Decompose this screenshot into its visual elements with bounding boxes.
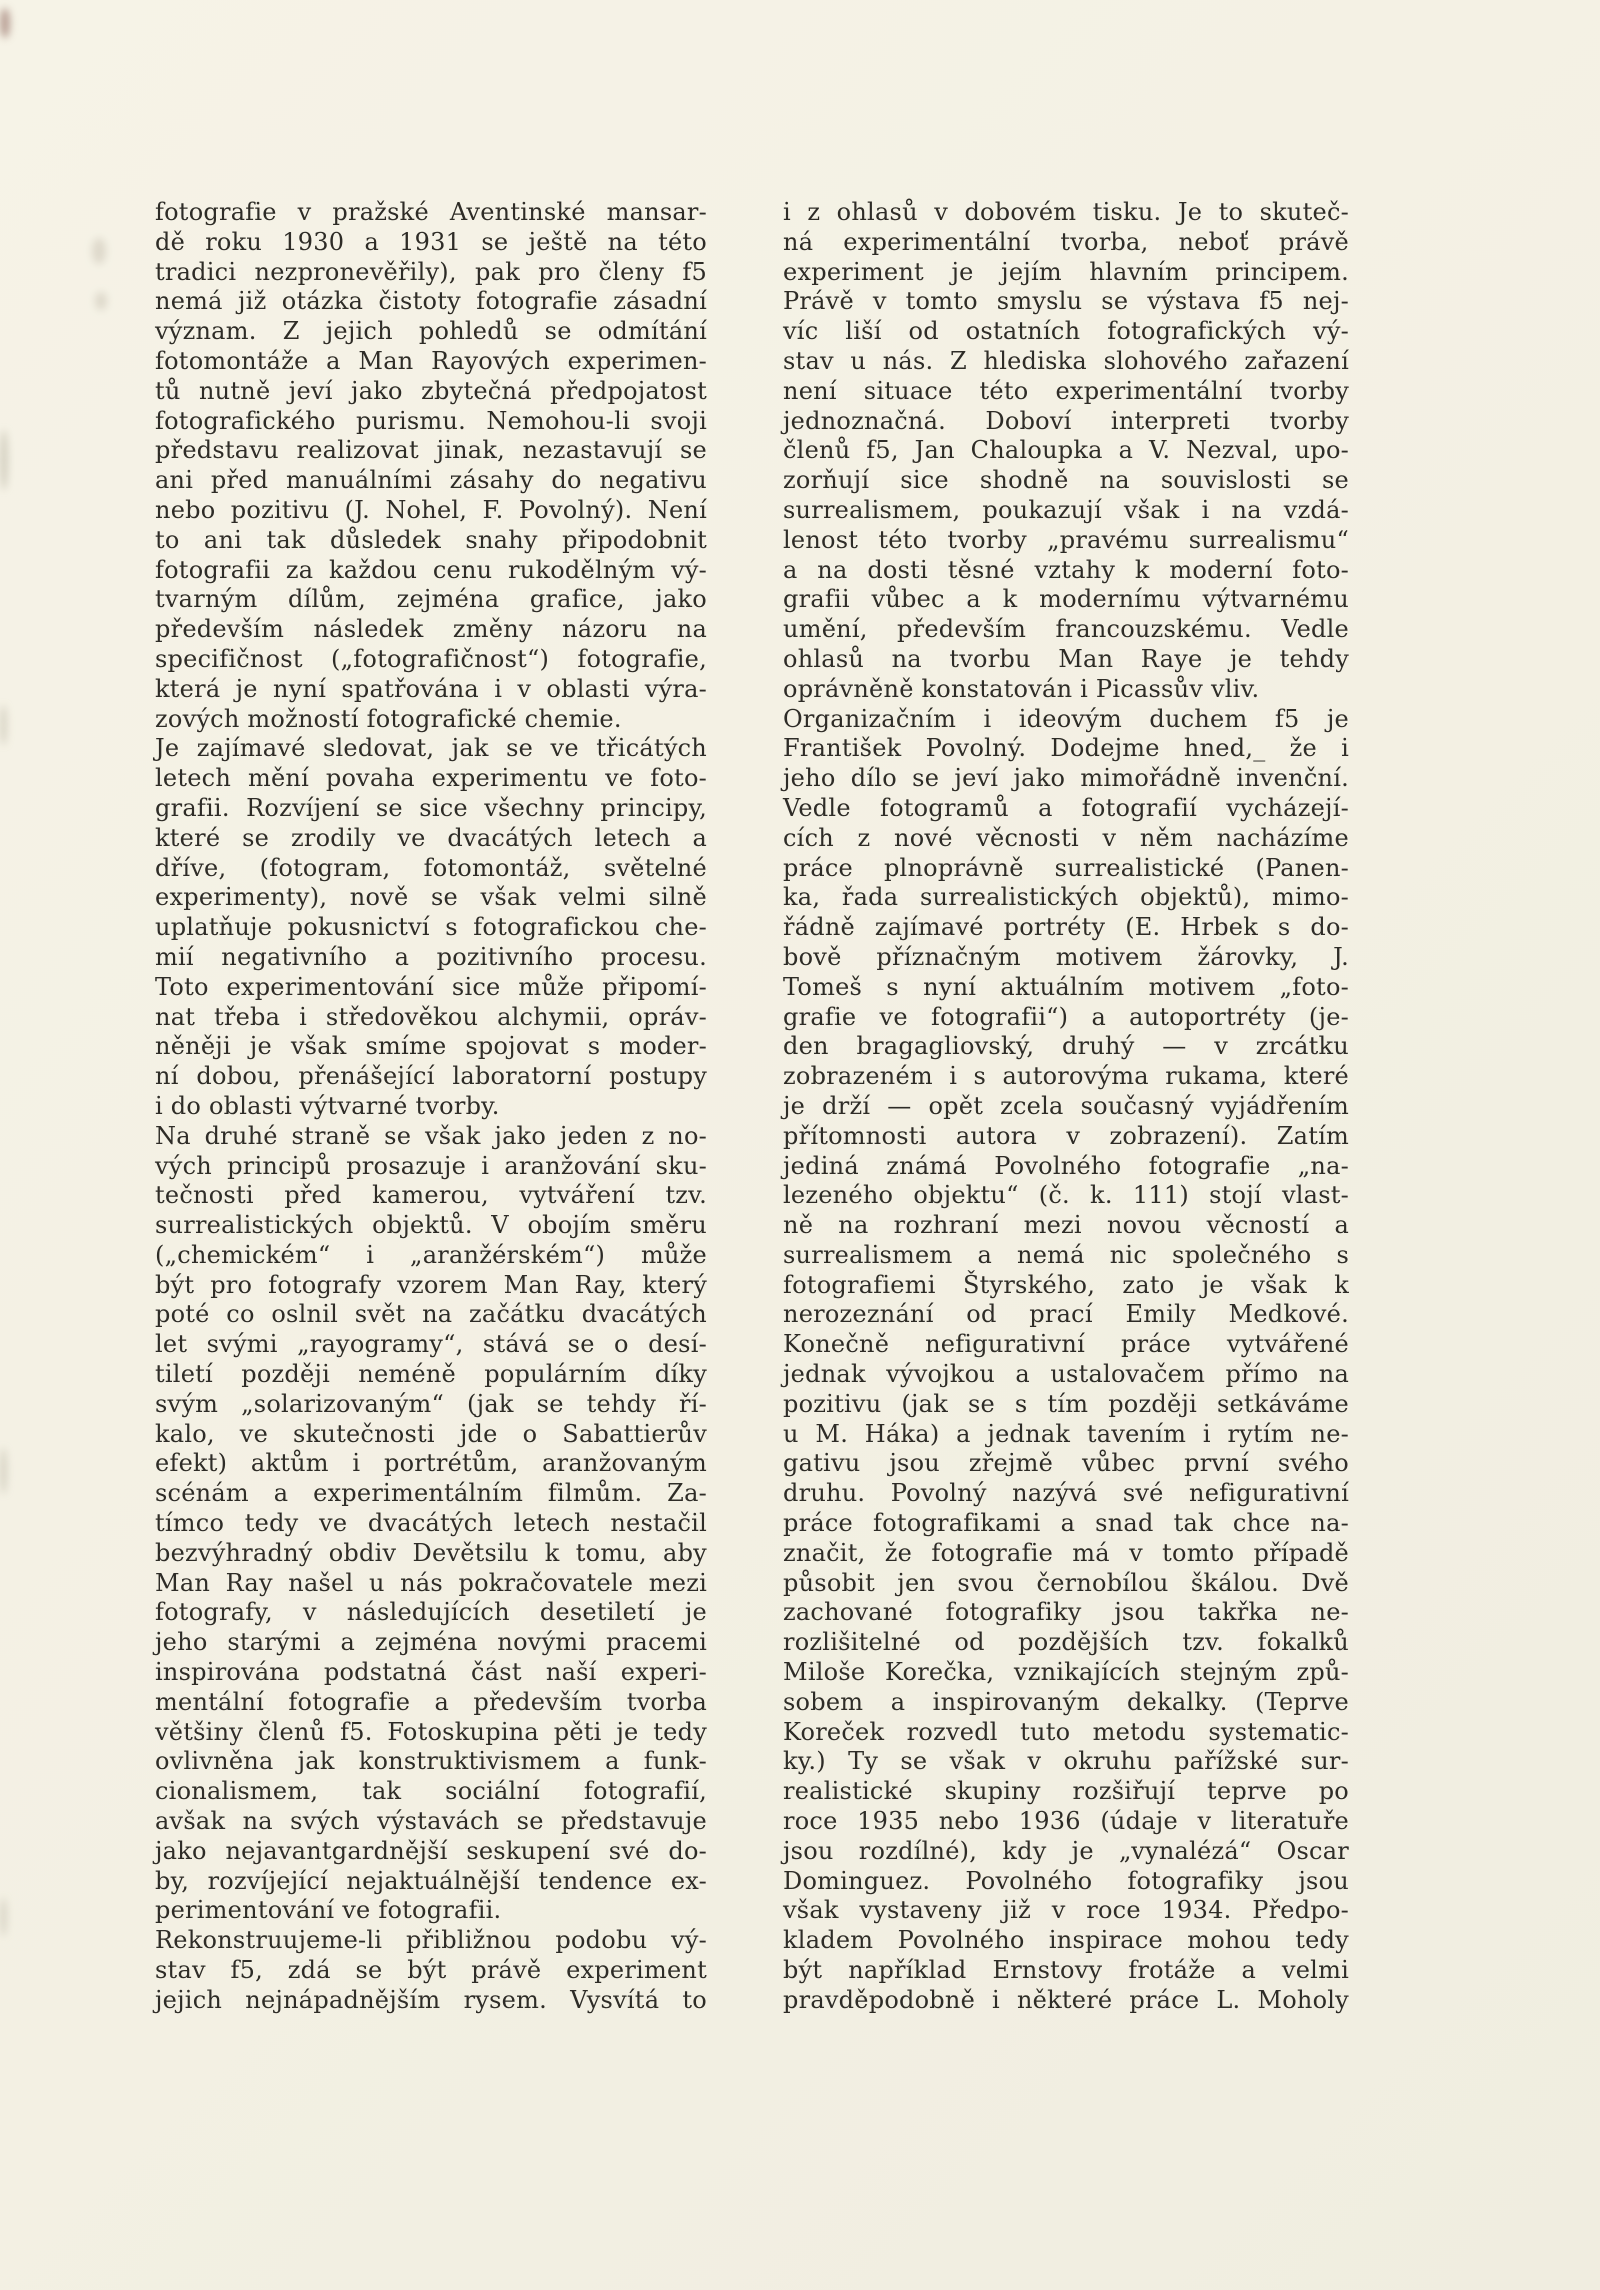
text-line: víc liší od ostatních fotografických vý- bbox=[783, 317, 1349, 346]
text-line: ně na rozhraní mezi novou věcností a bbox=[783, 1211, 1349, 1240]
text-line: uplatňuje pokusnictví s fotografickou che- bbox=[155, 913, 707, 942]
text-line: den bragagliovský, druhý — v zrcátku bbox=[783, 1032, 1349, 1061]
text-line: ani před manuálními zásahy do negativu bbox=[155, 466, 707, 495]
text-line: bezvýhradný obdiv Devětsilu k tomu, aby bbox=[155, 1538, 707, 1567]
text-line: představu realizovat jinak, nezastavují se bbox=[155, 436, 707, 465]
text-line: specifičnost („fotografičnost“) fotografie, bbox=[155, 644, 707, 673]
text-line: Toto experimentování sice může připomí- bbox=[155, 972, 707, 1001]
text-line: jednak vývojkou a ustalovačem přímo na bbox=[783, 1360, 1349, 1389]
text-line: především následek změny názoru na bbox=[155, 615, 707, 644]
text-line: fotomontáže a Man Rayových experimen- bbox=[155, 346, 707, 375]
text-line: zachované fotografiky jsou takřka ne- bbox=[783, 1598, 1349, 1627]
text-line: tů nutně jeví jako zbytečná předpojatost bbox=[155, 376, 707, 405]
text-line: druhu. Povolný nazývá své nefigurativní bbox=[783, 1479, 1349, 1508]
text-line: Organizačním i ideovým duchem f5 je bbox=[783, 704, 1349, 733]
text-line: být například Ernstovy frotáže a velmi bbox=[783, 1956, 1349, 1985]
text-line: členů f5, Jan Chaloupka a V. Nezval, upo- bbox=[783, 436, 1349, 465]
text-line: pravděpodobně i některé práce L. Moholy bbox=[783, 1985, 1349, 2014]
text-line: cích z nové věcnosti v něm nacházíme bbox=[783, 823, 1349, 852]
text-line: jako nejavantgardnější seskupení své do- bbox=[155, 1836, 707, 1865]
text-line: jednoznačná. Doboví interpreti tvorby bbox=[783, 406, 1349, 435]
text-line: let svými „rayogramy“, stává se o desí- bbox=[155, 1330, 707, 1359]
scan-edge-artifact bbox=[0, 1448, 7, 1494]
text-line: zových možností fotografické chemie. bbox=[155, 704, 622, 733]
text-line: většiny členů f5. Fotoskupina pěti je tedy bbox=[155, 1717, 707, 1746]
text-line: surrealistických objektů. V obojím směru bbox=[155, 1211, 707, 1240]
text-line: Miloše Korečka, vznikajících stejným způ- bbox=[783, 1658, 1349, 1687]
text-line: inspirována podstatná část naší experi- bbox=[155, 1658, 707, 1687]
text-line: zobrazeném i s autorovýma rukama, které bbox=[783, 1062, 1349, 1091]
text-line: tvarným dílům, zejména grafice, jako bbox=[155, 585, 707, 614]
text-line: grafii vůbec a k modernímu výtvarnému bbox=[783, 585, 1349, 614]
text-line: scénám a experimentálním filmům. Za- bbox=[155, 1479, 707, 1508]
text-line: jejich nejnápadnějším rysem. Vysvítá to bbox=[155, 1985, 707, 2014]
text-line: tiletí později neméně populárním díky bbox=[155, 1360, 707, 1389]
text-line: i z ohlasů v dobovém tisku. Je to skuteč- bbox=[783, 198, 1349, 226]
text-line: tradici nezpronevěřily), pak pro členy f5 bbox=[155, 257, 707, 286]
text-line: význam. Z jejich pohledů se odmítání bbox=[155, 317, 707, 346]
text-line: však vystaveny již v roce 1934. Předpo- bbox=[783, 1896, 1349, 1925]
text-line: efekt) aktům i portrétům, aranžovaným bbox=[155, 1449, 707, 1478]
text-line: avšak na svých výstavách se představuje bbox=[155, 1807, 707, 1836]
text-line: grafie ve fotografii“) a autoportréty (je- bbox=[783, 1002, 1349, 1031]
text-line: stav f5, zdá se být právě experiment bbox=[155, 1956, 707, 1985]
text-line: Je zajímavé sledovat, jak se ve třicátých bbox=[155, 734, 707, 763]
text-line: nemá již otázka čistoty fotografie zásadní bbox=[155, 287, 707, 316]
text-line: práce plnoprávně surrealistické (Panen- bbox=[783, 853, 1349, 882]
text-line: mií negativního a pozitivního procesu. bbox=[155, 942, 707, 971]
text-line: Rekonstruujeme-li přibližnou podobu vý- bbox=[155, 1926, 707, 1955]
text-line: dě roku 1930 a 1931 se ještě na této bbox=[155, 227, 707, 256]
text-line: fotografiemi Štyrského, zato je však k bbox=[783, 1270, 1349, 1299]
scan-smudge bbox=[95, 292, 107, 310]
text-line: rozlišitelné od pozdějších tzv. fokalků bbox=[783, 1628, 1349, 1657]
text-line: fotografie v pražské Aventinské mansar- bbox=[155, 198, 707, 226]
text-line: Konečně nefigurativní práce vytvářené bbox=[783, 1330, 1349, 1359]
text-line: vých principů prosazuje i aranžování sku- bbox=[155, 1151, 707, 1180]
scan-edge-artifact bbox=[0, 1898, 7, 1936]
text-line: přítomnosti autora v zobrazení). Zatím bbox=[783, 1121, 1349, 1150]
text-line: („chemickém“ i „aranžérském“) může bbox=[155, 1240, 707, 1269]
text-line: Tomeš s nyní aktuálním motivem „foto- bbox=[783, 972, 1349, 1001]
text-line: by, rozvíjející nejaktuálnější tendence ex- bbox=[155, 1866, 707, 1895]
text-line: bově příznačným motivem žárovky, J. bbox=[783, 942, 1349, 971]
scan-edge-artifact bbox=[0, 430, 8, 490]
text-line: grafii. Rozvíjení se sice všechny principy, bbox=[155, 793, 707, 822]
text-line: nerozeznání od prací Emily Medkové. bbox=[783, 1300, 1349, 1329]
text-line: perimentování ve fotografii. bbox=[155, 1896, 502, 1925]
text-line: ní dobou, přenášející laboratorní postupy bbox=[155, 1062, 707, 1091]
text-line: lenost této tvorby „pravému surrealismu“ bbox=[783, 525, 1349, 554]
text-line: Právě v tomto smyslu se výstava f5 nej- bbox=[783, 287, 1349, 316]
text-line: řádně zajímavé portréty (E. Hrbek s do- bbox=[783, 913, 1349, 942]
text-line: roce 1935 nebo 1936 (údaje v literatuře bbox=[783, 1807, 1349, 1836]
text-line: lezeného objektu“ (č. k. 111) stojí vlast- bbox=[783, 1181, 1349, 1210]
text-line: Dominguez. Povolného fotografiky jsou bbox=[783, 1866, 1349, 1895]
text-line: experiment je jejím hlavním principem. bbox=[783, 257, 1349, 286]
text-line: surrealismem a nemá nic společného s bbox=[783, 1240, 1349, 1269]
scan-edge-artifact bbox=[0, 8, 10, 38]
text-column-right bbox=[783, 198, 1349, 2016]
text-line: ohlasů na tvorbu Man Raye je tehdy bbox=[783, 644, 1349, 673]
text-line: zorňují sice shodně na souvislosti se bbox=[783, 466, 1349, 495]
text-line: kalo, ve skutečnosti jde o Sabattierův bbox=[155, 1419, 707, 1448]
text-line: poté co oslnil svět na začátku dvacátých bbox=[155, 1300, 707, 1329]
text-line: Na druhé straně se však jako jeden z no- bbox=[155, 1121, 707, 1150]
text-line: nebo pozitivu (J. Nohel, F. Povolný). Není bbox=[155, 495, 707, 524]
text-line: ka, řada surrealistických objektů), mimo- bbox=[783, 883, 1349, 912]
text-line: být pro fotografy vzorem Man Ray, který bbox=[155, 1270, 707, 1299]
text-line: fotografického purismu. Nemohou-li svoji bbox=[155, 406, 707, 435]
text-line: je drží — opět zcela současný vyjádřením bbox=[783, 1091, 1349, 1120]
text-line: fotografii za každou cenu rukodělným vý- bbox=[155, 555, 707, 584]
text-line: Man Ray našel u nás pokračovatele mezi bbox=[155, 1568, 707, 1597]
text-line: ovlivněna jak konstruktivismem a funk- bbox=[155, 1747, 707, 1776]
text-line: u M. Háka) a jednak tavením i rytím ne- bbox=[783, 1419, 1349, 1448]
text-line: působit jen svou černobílou škálou. Dvě bbox=[783, 1568, 1349, 1597]
text-line: kladem Povolného inspirace mohou tedy bbox=[783, 1926, 1349, 1955]
scan-edge-artifact bbox=[0, 705, 7, 745]
text-line: která je nyní spatřována i v oblasti výra- bbox=[155, 674, 707, 703]
text-line: cionalismem, tak sociální fotografií, bbox=[155, 1777, 707, 1806]
text-line: umění, především francouzskému. Vedle bbox=[783, 615, 1349, 644]
text-line: fotografy, v následujících desetiletí je bbox=[155, 1598, 707, 1627]
text-line: sobem a inspirovaným dekalky. (Teprve bbox=[783, 1687, 1349, 1716]
text-line: jediná známá Povolného fotografie „na- bbox=[783, 1151, 1349, 1180]
text-line: František Povolný. Dodejme hned,_ že i bbox=[783, 734, 1349, 763]
text-line: něněji je však smíme spojovat s moder- bbox=[155, 1032, 707, 1061]
text-line: gativu jsou zřejmě vůbec první svého bbox=[783, 1449, 1349, 1478]
text-line: značit, že fotografie má v tomto případě bbox=[783, 1538, 1349, 1567]
text-line: letech mění povaha experimentu ve foto- bbox=[155, 764, 707, 793]
text-line: realistické skupiny rozšiřují teprve po bbox=[783, 1777, 1349, 1806]
text-line: pozitivu (jak se s tím později setkáváme bbox=[783, 1389, 1349, 1418]
text-line: jeho starými a zejména novými pracemi bbox=[155, 1628, 707, 1657]
text-line: i do oblasti výtvarné tvorby. bbox=[155, 1091, 500, 1120]
text-line: oprávněně konstatován i Picassův vliv. bbox=[783, 674, 1260, 703]
text-line: nat třeba i středověkou alchymii, opráv- bbox=[155, 1002, 707, 1031]
text-line: jeho dílo se jeví jako mimořádně invenční. bbox=[783, 764, 1349, 793]
text-line: není situace této experimentální tvorby bbox=[783, 376, 1349, 405]
text-line: dříve, (fotogram, fotomontáž, světelné bbox=[155, 853, 707, 882]
text-line: Koreček rozvedl tuto metodu systematic- bbox=[783, 1717, 1349, 1746]
text-line: tečnosti před kamerou, vytváření tzv. bbox=[155, 1181, 707, 1210]
text-line: to ani tak důsledek snahy připodobnit bbox=[155, 525, 707, 554]
text-line: které se zrodily ve dvacátých letech a bbox=[155, 823, 707, 852]
text-line: stav u nás. Z hlediska slohového zařazení bbox=[783, 346, 1349, 375]
text-line: tímco tedy ve dvacátých letech nestačil bbox=[155, 1509, 707, 1538]
text-column-left bbox=[155, 198, 707, 2016]
text-line: surrealismem, poukazují však i na vzdá- bbox=[783, 495, 1349, 524]
text-line: ná experimentální tvorba, neboť právě bbox=[783, 227, 1349, 256]
text-line: jsou rozdílné), kdy je „vynalézá“ Oscar bbox=[783, 1836, 1349, 1865]
text-line: ky.) Ty se však v okruhu pařížské sur- bbox=[783, 1747, 1349, 1776]
scan-smudge bbox=[92, 238, 106, 264]
text-line: práce fotografikami a snad tak chce na- bbox=[783, 1509, 1349, 1538]
text-line: mentální fotografie a především tvorba bbox=[155, 1687, 707, 1716]
text-line: experimenty), nově se však velmi silně bbox=[155, 883, 707, 912]
text-line: Vedle fotogramů a fotografií vycházejí- bbox=[783, 793, 1349, 822]
text-line: svým „solarizovaným“ (jak se tehdy ří- bbox=[155, 1389, 707, 1418]
text-line: a na dosti těsné vztahy k moderní foto- bbox=[783, 555, 1349, 584]
